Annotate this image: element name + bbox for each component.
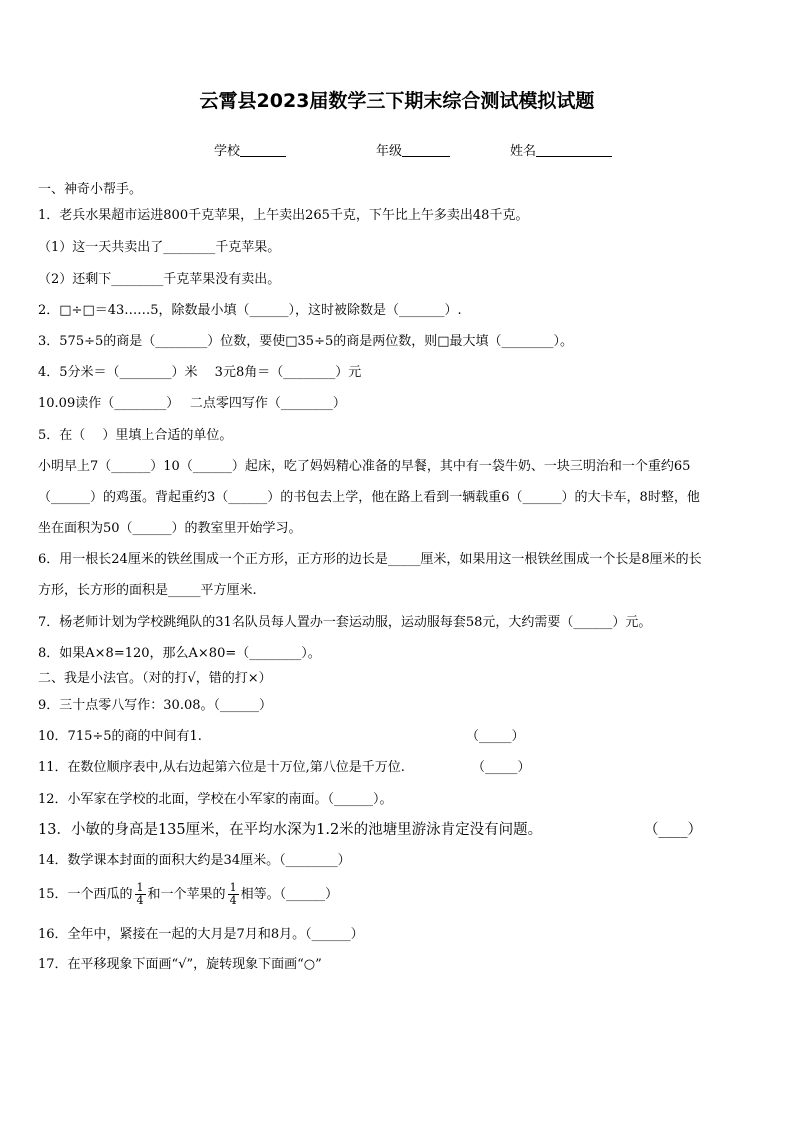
question-1-part-1: （1）这一天共卖出了________千克苹果。: [38, 240, 281, 255]
question-5-line-2: （______）的鸡蛋。背起重约3（______）的书包去上学，他在路上看到一辆载重6（______）的大卡车，8时整，他: [38, 490, 700, 505]
question-10: 10．715÷5的商的中间有1.: [38, 729, 202, 744]
question-11: 11．在数位顺序表中,从右边起第六位是十万位,第八位是千万位.: [38, 760, 405, 775]
question-9: 9．三十点零八写作：30.08。（______）: [38, 698, 272, 713]
school-blank[interactable]: [240, 143, 286, 157]
question-17: 17．在平移现象下面画“√”，旋转现象下面画“○”: [38, 957, 322, 972]
fraction-one-quarter-a: [135, 882, 146, 907]
question-8: 8．如果A×8=120，那么A×80=（________）。: [38, 646, 321, 661]
question-10-paren[interactable]: （_____）: [466, 729, 525, 744]
section-one-heading: 一、神奇小帮手。: [38, 182, 143, 197]
school-label: 学校: [214, 144, 241, 159]
school-field: [214, 140, 286, 159]
grade-label: 年级: [376, 144, 403, 159]
question-5-line-3: 坐在面积为50（______）的教室里开始学习。: [38, 521, 302, 536]
fraction-one-quarter-b: [228, 882, 239, 907]
question-15-part-b: 和一个苹果的: [147, 887, 226, 902]
fraction-denominator: 4: [229, 894, 237, 907]
name-label: 姓名: [510, 144, 537, 159]
question-6-line-1: 6．用一根长24厘米的铁丝围成一个正方形，正方形的边长是_____厘米，如果用这一根铁丝围成一个长是8厘米的长: [38, 552, 702, 567]
question-13-paren[interactable]: （____）: [644, 822, 702, 838]
fraction-denominator: 4: [136, 894, 144, 907]
question-1-part-2: （2）还剩下________千克苹果没有卖出。: [38, 272, 281, 287]
grade-field: [376, 140, 450, 159]
question-11-paren[interactable]: （_____）: [472, 760, 531, 775]
question-16: 16．全年中，紧接在一起的大月是7月和8月。（______）: [38, 927, 364, 942]
question-4: 4．5分米＝（________）米 3元8角＝（________）元: [38, 365, 362, 380]
name-field: [510, 140, 612, 159]
question-4-continued: 10.09读作（________） 二点零四写作（________）: [38, 396, 346, 411]
question-5-line-1: 小明早上7（______）10（______）起床，吃了妈妈精心准备的早餐，其中有一袋牛奶、一块三明治和一个重约65: [38, 459, 691, 474]
grade-blank[interactable]: [402, 143, 450, 157]
question-15-part-c: 相等。（______）: [240, 887, 339, 902]
fraction-numerator: 1: [229, 881, 237, 894]
question-13: 13．小敏的身高是135厘米，在平均水深为1.2米的池塘里游泳肯定没有问题。: [38, 822, 543, 838]
question-1: 1．老兵水果超市运进800千克苹果，上午卖出265千克，下午比上午多卖出48千克。: [38, 208, 529, 223]
section-two-heading: 二、我是小法官。（对的打√，错的打×）: [38, 671, 272, 686]
question-6-line-2: 方形，长方形的面积是_____平方厘米.: [38, 583, 257, 598]
question-3: 3．575÷5的商是（________）位数，要使□35÷5的商是两位数，则□最大填（________）。: [38, 334, 574, 349]
question-2: 2．□÷□＝43……5，除数最小填（______），这时被除数是（_______）.: [38, 303, 462, 318]
page-title: 云霄县2023届数学三下期末综合测试模拟试题: [199, 90, 595, 112]
name-blank[interactable]: [536, 143, 612, 157]
fraction-numerator: 1: [136, 881, 144, 894]
question-14: 14．数学课本封面的面积大约是34厘米。（________）: [38, 853, 351, 868]
question-5: 5．在（ ）里填上合适的单位。: [38, 428, 233, 443]
question-15-part-a: 15．一个西瓜的: [38, 887, 133, 902]
question-15: [38, 882, 338, 907]
question-12: 12．小军家在学校的北面，学校在小军家的南面。（______）。: [38, 792, 393, 807]
question-7: 7．杨老师计划为学校跳绳队的31名队员每人置办一套运动服，运动服每套58元，大约需要（______）元。: [38, 615, 652, 630]
